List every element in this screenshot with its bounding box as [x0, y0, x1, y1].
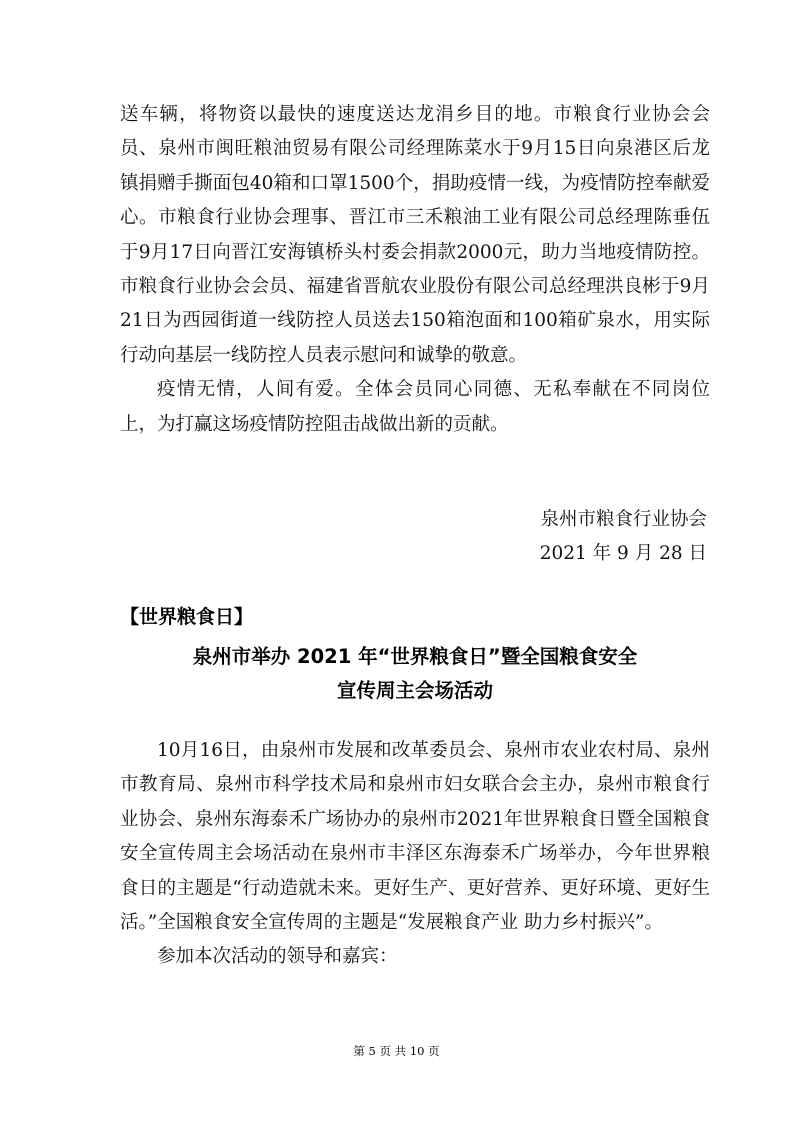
paragraph-donations: 送车辆，将物资以最快的速度送达龙涓乡目的地。市粮食行业协会会员、泉州市闽旺粮油贸易有限公司经理陈菜水于9月15日向泉港区后龙镇捐赠手撕面包40箱和口罩1500个，捐助疫情一线，为疫情防控奉献爱心。市粮食行业协会理事、晋江市三禾粮油工业有限公司总经理陈垂伍于9月17日向晋江安海镇桥头村委会捐款2000元，助力当地疫情防控。市粮食行业协会会员、福建省晋航农业股份有限公司总经理洪良彬于9月21日为西园街道一线防控人员送去150箱泡面和100箱矿泉水，用实际行动向基层一线防控人员表示慰问和诚挚的敬意。 — [120, 104, 710, 366]
article-body-top — [120, 98, 710, 442]
article-body-bottom — [120, 734, 710, 975]
paragraph-closing: 疫情无情，人间有爱。全体会员同心同德、无私奉献在不同岗位上，为打赢这场疫情防控阻击战做出新的贡献。 — [120, 379, 710, 435]
section-tag: 【世界粮食日】 — [120, 606, 254, 628]
paragraph-guests: 参加本次活动的领导和嘉宾： — [157, 946, 398, 968]
page-footer: 第 5 页 共 10 页 — [353, 1044, 440, 1058]
paragraph-event: 10月16日，由泉州市发展和改革委员会、泉州市农业农村局、泉州市教育局、泉州市科学技术局和泉州市妇女联合会主办，泉州市粮食行业协会、泉州东海泰禾广场协办的泉州市2021年世界粮食日暨全国粮食安全宣传周主会场活动在泉州市丰泽区东海泰禾广场举办，今年世界粮食日的主题是“行动造就未来。更好生产、更好营养、更好环境、更好生活。”全国粮食安全宣传周的主题是“发展粮食产业 助力乡村振兴”。 — [120, 740, 710, 934]
article-title-line-1: 泉州市举办 2021 年“世界粮食日”暨全国粮食安全 — [192, 645, 638, 668]
signature-date: 2021 年 9 月 28 日 — [539, 543, 707, 564]
signature-org: 泉州市粮食行业协会 — [540, 509, 707, 530]
article-title-line-2: 宣传周主会场活动 — [336, 679, 493, 702]
